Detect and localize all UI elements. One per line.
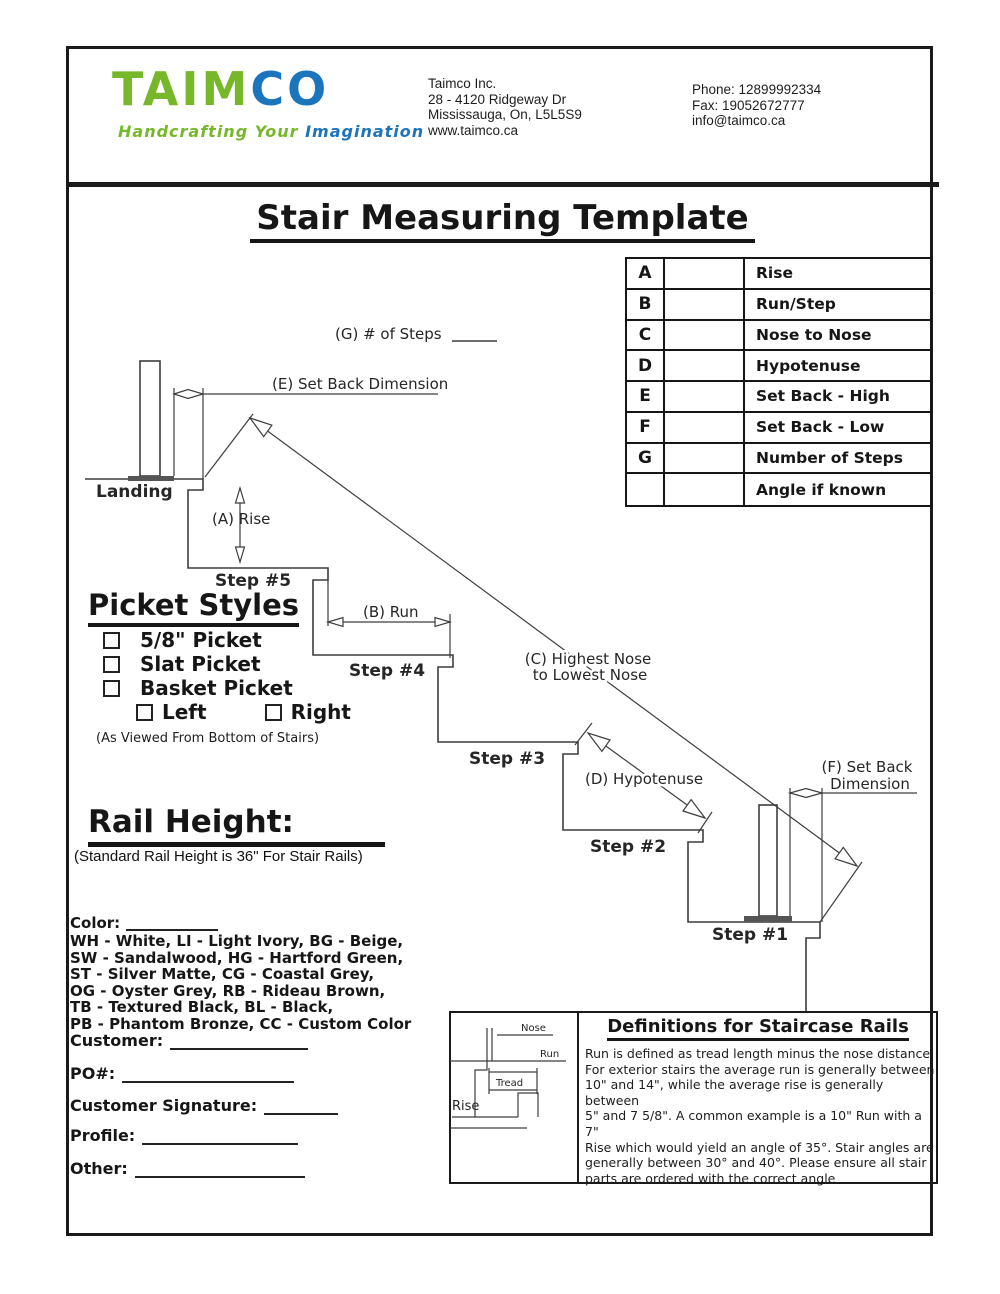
table-row-value[interactable] xyxy=(665,259,745,290)
setback-low-label-line2: Dimension xyxy=(830,775,910,793)
picket-option-row xyxy=(103,629,293,651)
table-row-label: Angle if known xyxy=(756,480,887,499)
table-row-letter: C xyxy=(627,321,665,352)
table-row-letter: F xyxy=(627,413,665,444)
table-row-label: Set Back - High xyxy=(745,382,930,413)
orientation-label-right: Right xyxy=(290,700,351,724)
step-label-3: Step #3 xyxy=(469,749,546,769)
picket-option-row xyxy=(103,653,293,675)
po-number-field xyxy=(70,1063,294,1083)
table-row-letter: B xyxy=(627,290,665,321)
table-row-letter: G xyxy=(627,444,665,475)
definitions-body-line: generally between 30° and 40°. Please ensure all stair xyxy=(585,1155,927,1171)
logo-green-part: TAIM xyxy=(112,62,251,116)
table-row-value[interactable] xyxy=(665,382,745,413)
profile-field xyxy=(70,1125,298,1145)
logo-blue-part: CO xyxy=(250,62,330,116)
highest-nose-label-line1: (C) Highest Nose xyxy=(524,650,652,668)
company-address-1: 28 - 4120 Ridgeway Dr xyxy=(428,91,567,107)
profile-label: Profile: xyxy=(70,1126,136,1145)
table-row-letter: A xyxy=(627,259,665,290)
rail-height-heading: Rail Height: xyxy=(88,804,385,847)
table-row-label: Nose to Nose xyxy=(745,321,930,352)
other-label: Other: xyxy=(70,1159,128,1178)
color-codes-line: TB - Textured Black, BL - Black, xyxy=(70,998,334,1016)
definitions-body-line: Rise which would yield an angle of 35°. Stair angles are xyxy=(585,1139,934,1155)
header-divider xyxy=(66,182,939,187)
picket-option-label: 5/8" Picket xyxy=(140,628,262,652)
picket-option-row xyxy=(103,677,293,699)
mini-nose-label: Nose xyxy=(521,1023,546,1034)
color-codes-line: OG - Oyster Grey, RB - Rideau Brown, xyxy=(70,981,386,1000)
table-row-letter xyxy=(627,474,665,505)
company-website: www.taimco.ca xyxy=(428,122,519,138)
picket-option-label: Slat Picket xyxy=(140,652,261,676)
customer-label: Customer: xyxy=(70,1031,164,1050)
picket-note: (As Viewed From Bottom of Stairs) xyxy=(96,731,320,746)
company-fax: Fax: 19052672777 xyxy=(692,97,805,113)
profile-blank-line[interactable] xyxy=(142,1130,298,1145)
po-number-blank-line[interactable] xyxy=(122,1068,294,1083)
color-codes-line: WH - White, LI - Light Ivory, BG - Beige, xyxy=(70,932,404,950)
table-row-label: Set Back - Low xyxy=(745,413,930,444)
other-blank-line[interactable] xyxy=(135,1163,305,1178)
table-row-label: Rise xyxy=(745,259,930,290)
step-label-4: Step #4 xyxy=(349,661,426,681)
table-row-value[interactable] xyxy=(665,290,745,321)
table-row-letter: D xyxy=(627,351,665,382)
color-label-row xyxy=(70,913,411,931)
customer-blank-line[interactable] xyxy=(170,1035,308,1050)
company-address-2: Mississauga, On, L5L5S9 xyxy=(428,107,582,122)
definitions-body-line: 5" and 7 5/8". A common example is a 10" Run with a 7" xyxy=(585,1108,922,1139)
step-label-2: Step #2 xyxy=(590,837,667,857)
table-row-value[interactable] xyxy=(665,444,745,475)
company-phone: Phone: 12899992334 xyxy=(692,82,822,97)
color-blank-line[interactable] xyxy=(126,916,218,931)
picket-options-list xyxy=(103,629,293,699)
measurements-table xyxy=(625,257,932,507)
customer-signature-field xyxy=(70,1095,338,1115)
color-section xyxy=(70,913,411,1032)
table-row-letter: E xyxy=(627,382,665,413)
page-title: Stair Measuring Template xyxy=(66,198,939,243)
run-label: (B) Run xyxy=(363,603,419,621)
definitions-body-line: 10" and 14", while the average rise is generally between xyxy=(585,1077,884,1108)
mini-run-label: Run xyxy=(540,1049,560,1060)
checkbox-left[interactable] xyxy=(136,704,153,721)
customer-field xyxy=(70,1030,308,1050)
orientation-label-left: Left xyxy=(162,700,207,724)
rise-label: (A) Rise xyxy=(212,510,271,528)
table-row-label: Number of Steps xyxy=(745,444,930,475)
rail-height-note: (Standard Rail Height is 36" For Stair Rails) xyxy=(74,848,363,865)
mini-rise-label: Rise xyxy=(452,1099,480,1114)
definitions-body xyxy=(585,1046,935,1186)
definitions-body-line: parts are ordered with the correct angle xyxy=(585,1170,836,1186)
table-row-value[interactable] xyxy=(665,321,745,352)
setback-low-label-line1: (F) Set Back xyxy=(821,758,913,776)
table-row-value[interactable] xyxy=(665,351,745,382)
table-row-label: Hypotenuse xyxy=(745,351,930,382)
checkbox-basket-picket[interactable] xyxy=(103,680,120,697)
table-row-value[interactable] xyxy=(665,474,745,505)
checkbox-58-picket[interactable] xyxy=(103,632,120,649)
taimco-logo xyxy=(112,62,330,116)
num-steps-label: (G) # of Steps xyxy=(335,325,442,343)
orientation-row xyxy=(136,700,351,724)
color-codes-line: ST - Silver Matte, CG - Coastal Grey, xyxy=(70,965,375,983)
customer-signature-label: Customer Signature: xyxy=(70,1096,258,1115)
hypotenuse-label: (D) Hypotenuse xyxy=(585,770,704,788)
setback-high-label: (E) Set Back Dimension xyxy=(272,375,449,393)
color-codes-line: PB - Phantom Bronze, CC - Custom Color xyxy=(70,1014,412,1033)
definitions-heading: Definitions for Staircase Rails xyxy=(583,1016,933,1041)
picket-option-label: Basket Picket xyxy=(140,676,293,700)
checkbox-slat-picket[interactable] xyxy=(103,656,120,673)
step-label-1: Step #1 xyxy=(712,925,789,945)
step-label-5: Step #5 xyxy=(215,571,292,591)
checkbox-right[interactable] xyxy=(265,704,282,721)
company-email: info@taimco.ca xyxy=(692,113,786,128)
definitions-box-divider xyxy=(577,1011,579,1184)
logo-tagline: Handcrafting Your Imagination xyxy=(118,122,425,141)
landing-label: Landing xyxy=(96,482,173,502)
definitions-body-line: Run is defined as tread length minus the nose distance. xyxy=(585,1046,935,1061)
picket-styles-heading: Picket Styles xyxy=(88,588,299,627)
other-field xyxy=(70,1158,305,1178)
contact-info xyxy=(692,82,821,129)
definitions-body-line: For exterior stairs the average run is generally between xyxy=(585,1061,935,1077)
color-codes-line: SW - Sandalwood, HG - Hartford Green, xyxy=(70,948,404,967)
highest-nose-label-line2: to Lowest Nose xyxy=(532,666,648,684)
mini-tread-label: Tread xyxy=(496,1078,524,1089)
po-number-label: PO#: xyxy=(70,1064,116,1083)
color-label: Color: xyxy=(70,913,121,932)
table-row-value[interactable] xyxy=(665,413,745,444)
company-name: Taimco Inc. xyxy=(428,76,497,91)
customer-signature-blank-line[interactable] xyxy=(264,1100,338,1115)
company-info xyxy=(428,76,582,138)
table-row-label: Run/Step xyxy=(745,290,930,321)
